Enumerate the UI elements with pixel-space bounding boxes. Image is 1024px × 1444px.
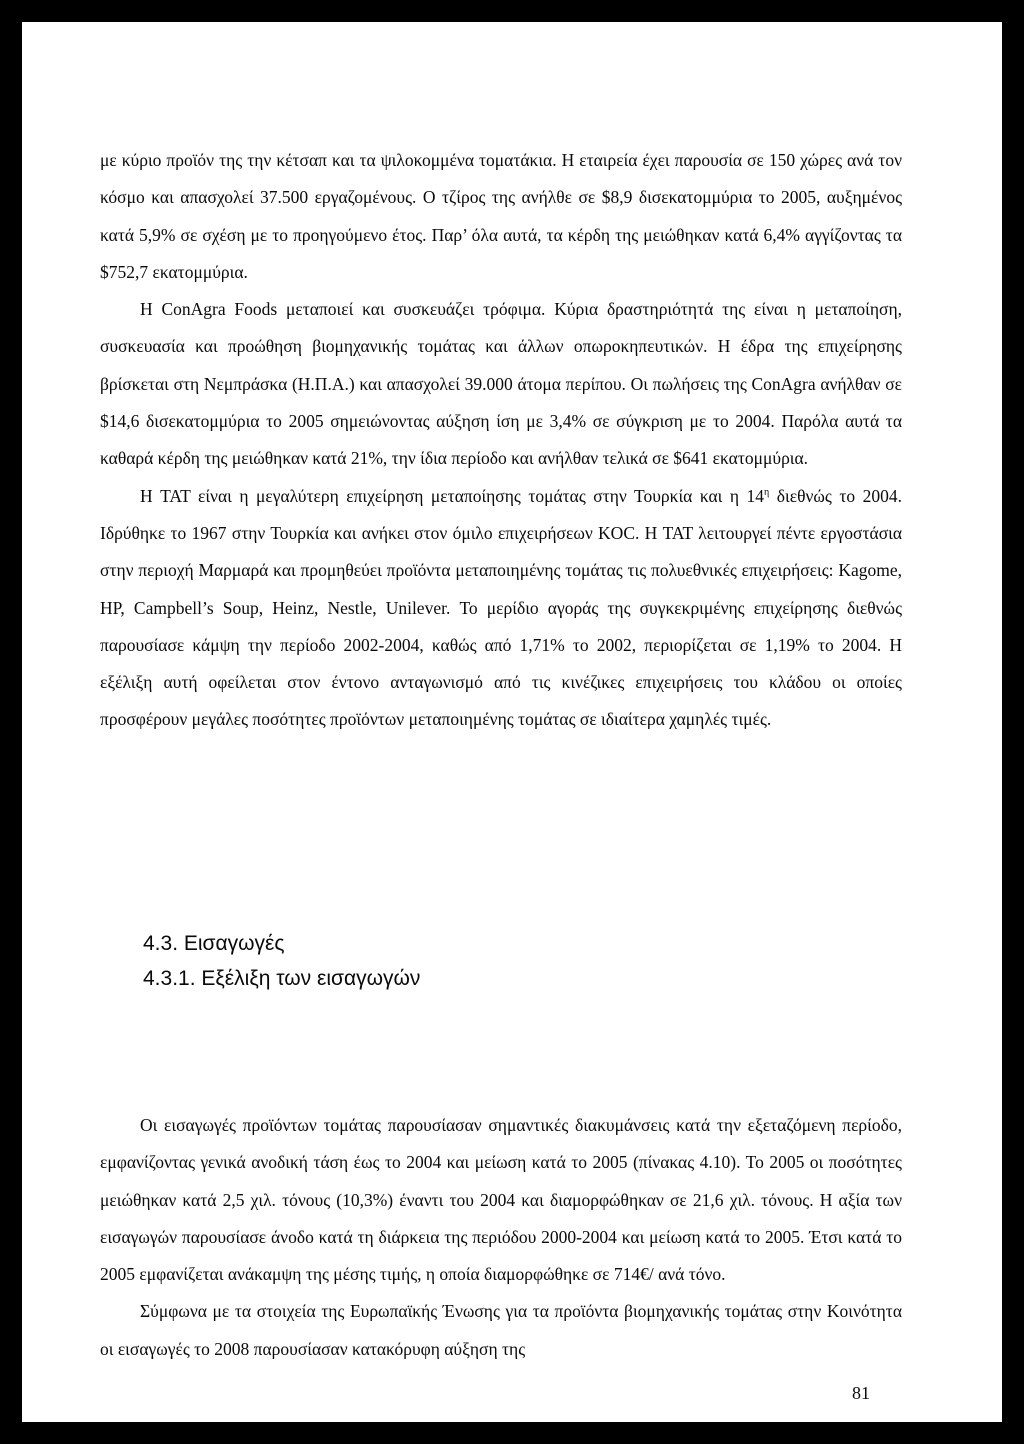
ordinal-superscript: η [764, 486, 770, 498]
paragraph-conagra: Η ConAgra Foods μεταποιεί και συσκευάζει τρόφιμα. Κύρια δραστηριότητά της είναι η μεταποίηση, συσκευασία και προώθηση βιομηχανικής τομάτας και άλλων οπωροκηπευτικών. Η έδρα της επιχείρησης βρίσκεται στη Νεμπράσκα (Η.Π.Α.) και απασχολεί 39.000 άτομα περίπου. Οι πωλήσεις της ConAgra ανήλθαν σε $14,6 δισεκατομμύρια το 2005 σημειώνοντας αύξηση ίση με 3,4% σε σύγκριση με το 2004. Παρόλα αυτά τα καθαρά κέρδη της μειώθηκαν κατά 21%, την ίδια περίοδο και ανήλθαν τελικά σε $641 εκατομμύρια. [100, 299, 902, 469]
body-text-upper [100, 142, 902, 739]
tat-text-end: διεθνώς το 2004. Ιδρύθηκε το 1967 στην Τουρκία και ανήκει στον όμιλο επιχειρήσεων KOC. Η TAT λειτουργεί πέντε εργοστάσια στην περιοχή Μαρμαρά και προμηθεύει προϊόντα μεταποιημένης τομάτας τις πολυεθνικές επιχειρήσεις: Kagome, HP, Campbell’s Soup, Heinz, Nestle, Unilever. Το μερίδιο αγοράς της συγκεκριμένης επιχείρησης διεθνώς παρουσίασε κάμψη την περίοδο 2002-2004, καθώς από 1,71% το 2002, περιορίζεται σε 1,19% το 2004. Η εξέλιξη αυτή οφείλεται στον έντονο ανταγωνισμό από τις κινέζικες επιχειρήσεις του κλάδου οι οποίες προσφέρουν μεγάλες ποσότητες προϊόντων μεταποιημένης τομάτας σε ιδιαίτερα χαμηλές τιμές. [100, 485, 902, 730]
body-text-lower [100, 1107, 902, 1368]
section-heading: 4.3. Εισαγωγές [143, 932, 285, 955]
paragraph-tat [100, 478, 902, 739]
document-page [22, 22, 1002, 1422]
subsection-heading: 4.3.1. Εξέλιξη των εισαγωγών [143, 967, 421, 990]
paragraph-eu-data: Σύμφωνα με τα στοιχεία της Ευρωπαϊκής Ένωσης για τα προϊόντα βιομηχανικής τομάτας στην Κοινότητα οι εισαγωγές το 2008 παρουσίασαν κατακόρυφη αύξηση της [100, 1301, 902, 1359]
paragraph-imports: Οι εισαγωγές προϊόντων τομάτας παρουσίασαν σημαντικές διακυμάνσεις κατά την εξεταζόμενη περίοδο, εμφανίζοντας γενικά ανοδική τάση έως το 2004 και μείωση κατά το 2005 (πίνακας 4.10). Το 2005 οι ποσότητες μειώθηκαν κατά 2,5 χιλ. τόνους (10,3%) έναντι του 2004 και διαμορφώθηκαν σε 21,6 χιλ. τόνους. Η αξία των εισαγωγών παρουσίασε άνοδο κατά τη διάρκεια της περιόδου 2000-2004 και μείωση κατά το 2005. Έτσι κατά το 2005 εμφανίζεται ανάκαμψη της μέσης τιμής, η οποία διαμορφώθηκε σε 714€/ ανά τόνο. [100, 1115, 902, 1285]
tat-text-start: Η TAT είναι η μεγαλύτερη επιχείρηση μεταποίησης τομάτας στην Τουρκία και η 14 [140, 485, 765, 506]
paragraph-heinz-continuation: με κύριο προϊόν της την κέτσαπ και τα ψιλοκομμένα τοματάκια. Η εταιρεία έχει παρουσία σε 150 χώρες ανά τον κόσμο και απασχολεί 37.500 εργαζομένους. Ο τζίρος της ανήλθε σε $8,9 δισεκατομμύρια το 2005, αυξημένος κατά 5,9% σε σχέση με το προηγούμενο έτος. Παρ’ όλα αυτά, τα κέρδη της μειώθηκαν κατά 6,4% αγγίζοντας τα $752,7 εκατομμύρια. [100, 150, 902, 282]
page-number: 81 [852, 1383, 870, 1403]
